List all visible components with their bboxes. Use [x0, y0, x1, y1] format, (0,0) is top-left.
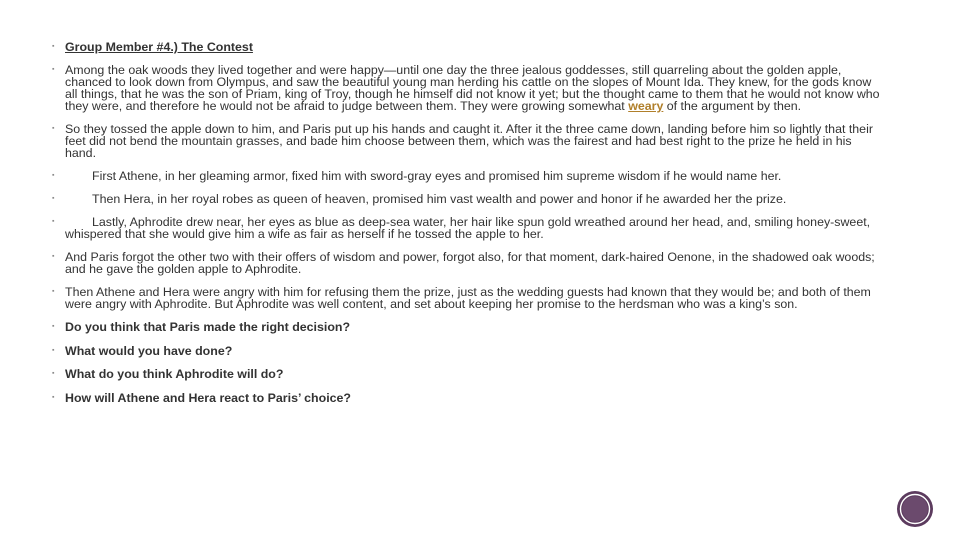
- weary-link[interactable]: weary: [628, 99, 664, 113]
- bullet-icon: ▪: [52, 218, 55, 225]
- paragraph-4-text: Then Hera, in her royal robes as queen of heaven, promised him vast wealth and power and honor if he awarded her the prize.: [92, 192, 787, 206]
- bullet-icon: ▪: [52, 288, 55, 295]
- question-3: [52, 368, 882, 380]
- bullet-icon: ▪: [52, 172, 55, 179]
- question-2: [52, 345, 882, 357]
- paragraph-6-text: And Paris forgot the other two with their offers of wisdom and power, forgot also, for that moment, dark-haired Oenone, in the shadowed oak woods; and he gave the golden apple to Aphrodite.: [65, 250, 875, 276]
- bullet-icon: ▪: [52, 195, 55, 202]
- paragraph-5-text: Lastly, Aphrodite drew near, her eyes as blue as deep-sea water, her hair like spun gold wreathed around her head, and, smiling honey-sweet, whispered that she would give him a wife as fair as herself if he tossed the apple to her.: [65, 215, 871, 241]
- slide-title: Group Member #4.) The Contest: [65, 40, 253, 54]
- title-item: [52, 41, 882, 53]
- paragraph-6: [52, 251, 882, 275]
- paragraph-2-text: So they tossed the apple down to him, and Paris put up his hands and caught it. After it the three came down, landing before him so lightly that their feet did not bend the mountain grasses, and bade him choose between them, which was the fairest and had best right to the prize he held in his hand.: [65, 122, 873, 160]
- paragraph-5: [52, 216, 882, 240]
- paragraph-2: [52, 123, 882, 159]
- paragraph-7: [52, 286, 882, 310]
- question-2-text: What would you have done?: [65, 343, 233, 358]
- bullet-icon: ▪: [52, 323, 55, 330]
- slide-content: [52, 41, 882, 415]
- bullet-icon: ▪: [52, 253, 55, 260]
- question-3-text: What do you think Aphrodite will do?: [65, 367, 284, 381]
- paragraph-3-text: First Athene, in her gleaming armor, fixed him with sword-gray eyes and promised him supreme wisdom if he would name her.: [92, 169, 782, 183]
- paragraph-7-text: Then Athene and Hera were angry with him for refusing them the prize, just as the wedding guests had known that they would be; and both of them were angry with Aphrodite. But Aphrodite was well content, and set about keeping her promise to the herdsman who was a king’s son.: [65, 285, 871, 311]
- question-4: [52, 392, 882, 404]
- question-4-text: How will Athene and Hera react to Paris’ choice?: [65, 390, 351, 405]
- bullet-icon: ▪: [52, 370, 55, 377]
- paragraph-1: [52, 64, 882, 112]
- paragraph-4: [52, 193, 882, 205]
- bullet-icon: ▪: [52, 66, 55, 73]
- bullet-icon: ▪: [52, 393, 55, 401]
- slide-number-badge-icon: [896, 490, 934, 528]
- question-1-text: Do you think that Paris made the right decision?: [65, 320, 351, 334]
- paragraph-3: [52, 170, 882, 182]
- bullet-icon: ▪: [52, 346, 55, 354]
- question-1: [52, 321, 882, 333]
- bullet-icon: ▪: [52, 43, 55, 50]
- paragraph-1-text-before: Among the oak woods they lived together and were happy—until one day the three jealous goddesses, still quarreling about the golden apple, chanced to look down from Olympus, and saw the beautiful young man herding his cattle on the slopes of Mount Ida. They knew, for the gods know all things, that he was the son of Priam, king of Troy, though he himself did not know it yet; but the thought came to them that he would not know who they were, and therefore he would not be afraid to judge between them. They were growing somewhat: [65, 63, 880, 113]
- bullet-icon: ▪: [52, 125, 55, 132]
- paragraph-1-text-after: of the argument by then.: [663, 99, 802, 113]
